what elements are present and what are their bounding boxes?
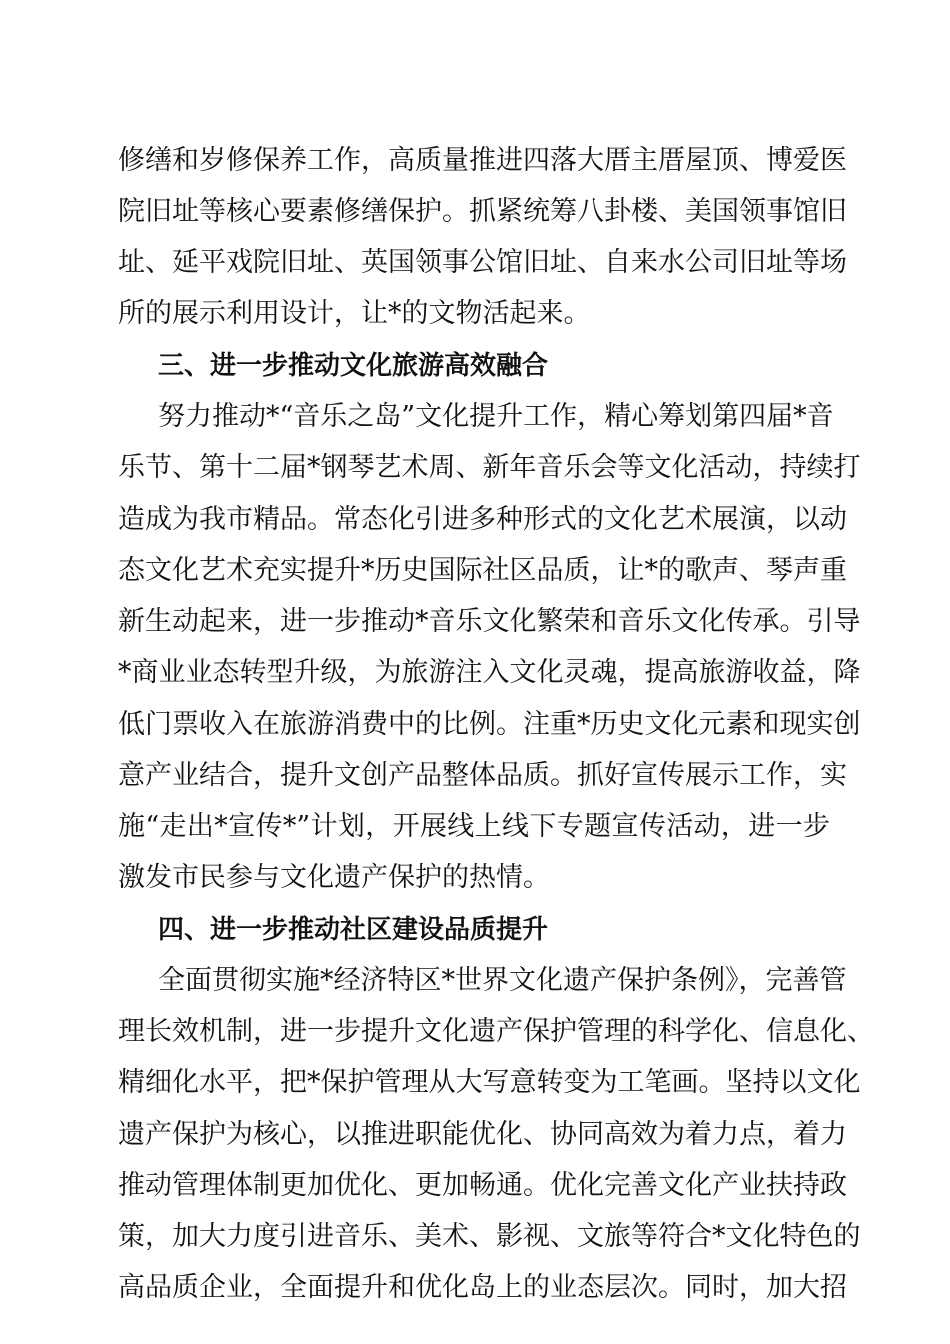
- paragraph-3-line-1: 全面贯彻实施*经济特区*世界文化遗产保护条例》，完善管: [158, 965, 847, 996]
- paragraph-3-line-4: 遗产保护为核心，以推进职能优化、协同高效为着力点，着力: [118, 1119, 847, 1150]
- paragraph-2-line-8: 意产业结合，提升文创产品整体品质。抓好宣传展示工作，实: [118, 760, 847, 791]
- paragraph-1-line-1: 修缮和岁修保养工作，高质量推进四落大厝主厝屋顶、博爱医: [118, 145, 847, 176]
- paragraph-2-line-9: 施“走出*宣传*”计划，开展线上线下专题宣传活动，进一步: [118, 811, 830, 842]
- paragraph-2-line-4: 态文化艺术充实提升*历史国际社区品质，让*的歌声、琴声重: [118, 555, 847, 586]
- paragraph-3-line-5: 推动管理体制更加优化、更加畅通。优化完善文化产业扶持政: [118, 1170, 847, 1201]
- paragraph-2-line-2: 乐节、第十二届*钢琴艺术周、新年音乐会等文化活动，持续打: [118, 452, 861, 483]
- paragraph-3-line-3: 精细化水平，把*保护管理从大写意转变为工笔画。坚持以文化: [118, 1067, 861, 1098]
- paragraph-1-line-4: 所的展示利用设计，让*的文物活起来。: [118, 298, 591, 329]
- paragraph-2-line-7: 低门票收入在旅游消费中的比例。注重*历史文化元素和现实创: [118, 709, 861, 740]
- section-heading-3: 三、进一步推动文化旅游高效融合: [158, 351, 549, 381]
- paragraph-3-line-7: 高品质企业，全面提升和优化岛上的业态层次。同时，加大招: [118, 1272, 847, 1303]
- paragraph-2-line-10: 激发市民参与文化遗产保护的热情。: [118, 862, 550, 893]
- paragraph-2-line-6: *商业业态转型升级，为旅游注入文化灵魂，提高旅游收益，降: [118, 657, 861, 688]
- paragraph-1-line-2: 院旧址等核心要素修缮保护。抓紧统筹八卦楼、美国领事馆旧: [118, 196, 847, 227]
- paragraph-3-line-6: 策，加大力度引进音乐、美术、影视、文旅等符合*文化特色的: [118, 1221, 861, 1252]
- section-heading-4: 四、进一步推动社区建设品质提升: [158, 915, 549, 945]
- paragraph-3-line-2: 理长效机制，进一步提升文化遗产保护管理的科学化、信息化、: [118, 1016, 874, 1047]
- paragraph-1-line-3: 址、延平戏院旧址、英国领事公馆旧址、自来水公司旧址等场: [118, 247, 847, 278]
- paragraph-2-line-5: 新生动起来，进一步推动*音乐文化繁荣和音乐文化传承。引导: [118, 606, 861, 637]
- paragraph-2-line-1: 努力推动*“音乐之岛”文化提升工作，精心筹划第四届*音: [158, 401, 834, 432]
- paragraph-2-line-3: 造成为我市精品。常态化引进多种形式的文化艺术展演，以动: [118, 504, 847, 535]
